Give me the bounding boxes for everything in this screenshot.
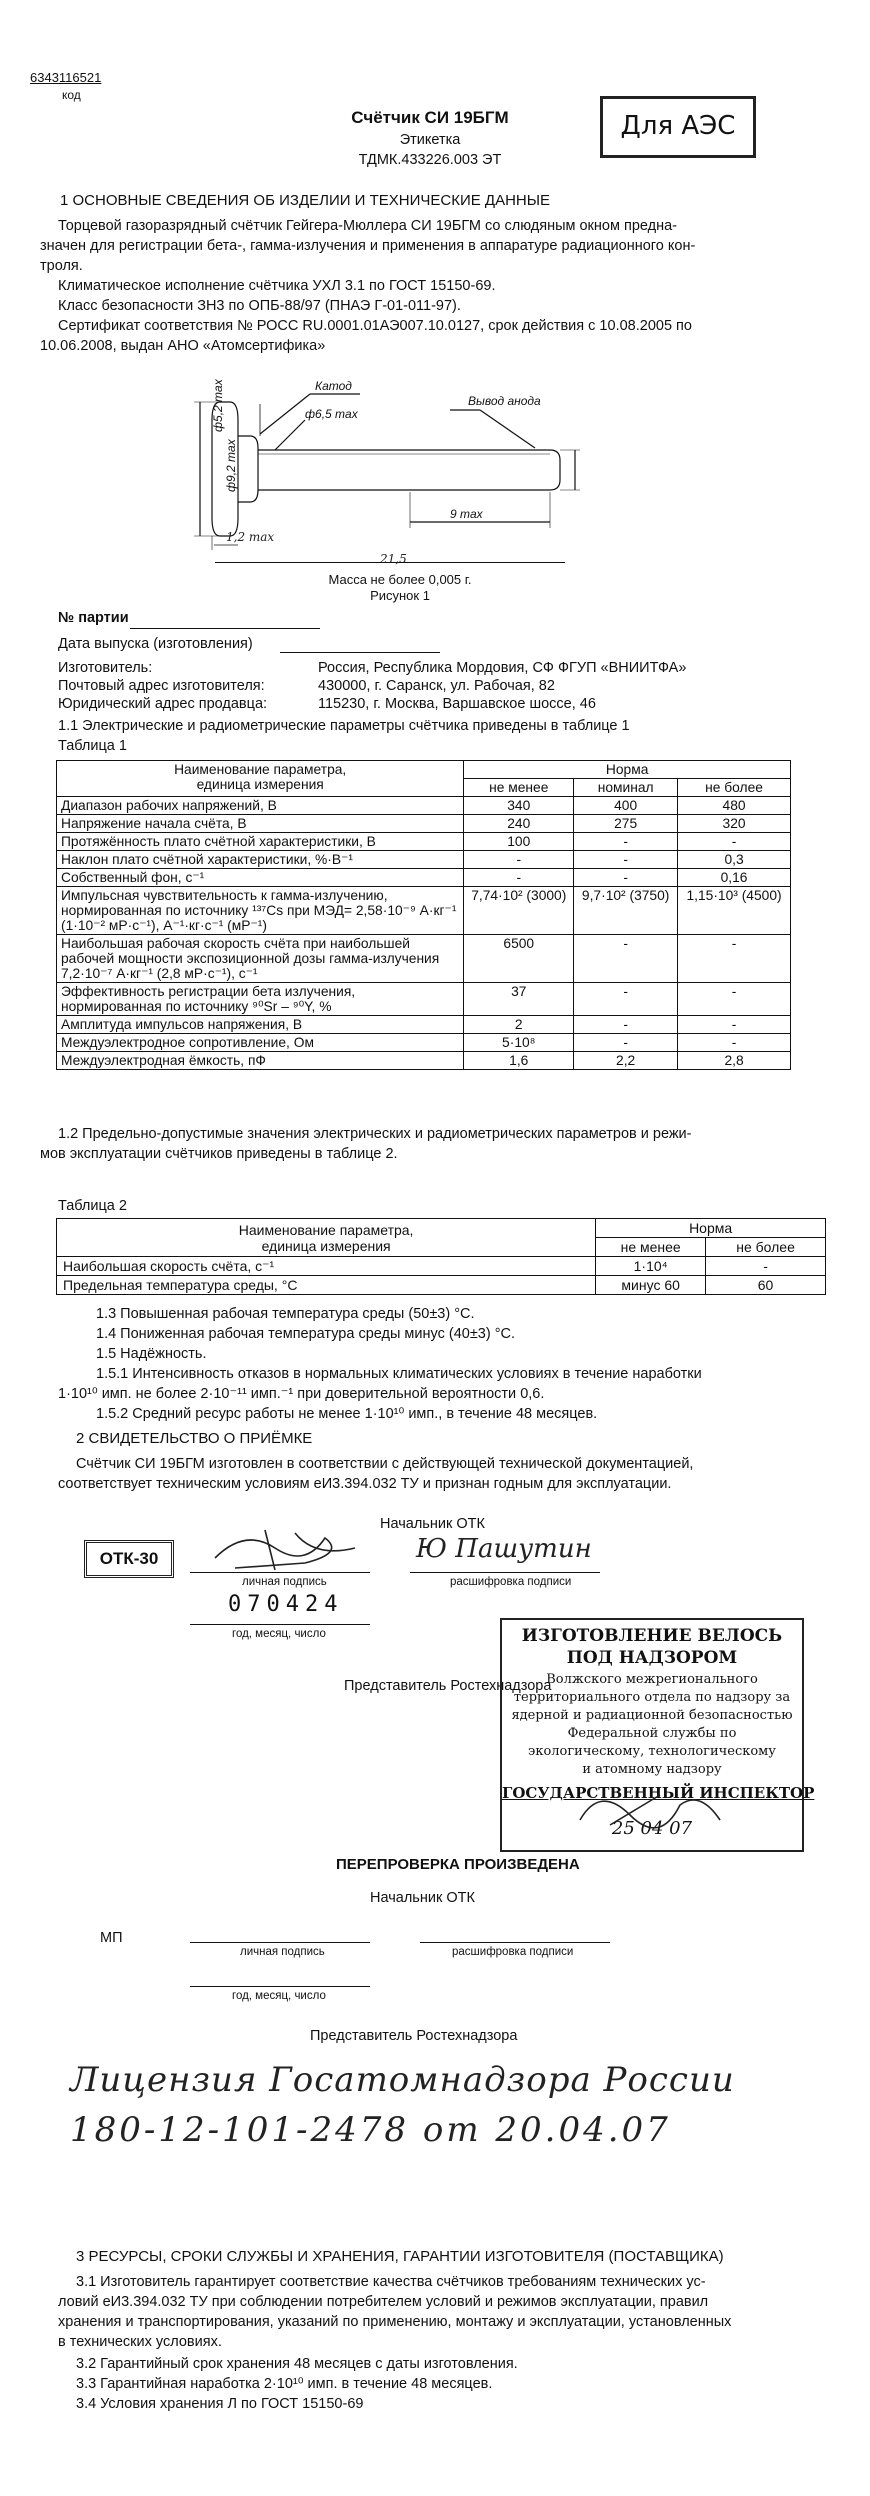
value-cell: 2,8 bbox=[678, 1052, 791, 1070]
table2-header-max: не более bbox=[706, 1238, 826, 1257]
value-cell: - bbox=[678, 935, 791, 983]
parameter-cell: Амплитуда импульсов напряжения, В bbox=[57, 1016, 464, 1034]
table-row bbox=[57, 869, 791, 887]
warranty-text: в технических условиях. bbox=[58, 2334, 222, 2350]
value-cell: 37 bbox=[464, 983, 574, 1016]
value-cell: - bbox=[574, 935, 678, 983]
legal-address-label: Юридический адрес продавца: bbox=[58, 696, 268, 712]
table1-label: Таблица 1 bbox=[58, 738, 127, 754]
recheck-otk-label: Начальник ОТК bbox=[370, 1890, 475, 1906]
table-row bbox=[57, 833, 791, 851]
value-cell: - bbox=[574, 983, 678, 1016]
table2-label: Таблица 2 bbox=[58, 1198, 127, 1214]
section1-text: значен для регистрации бета-, гамма-излучения и применения в аппаратуре радиационного кон- bbox=[40, 238, 696, 254]
table2-header-min: не менее bbox=[596, 1238, 706, 1257]
date-label: год, месяц, число bbox=[232, 1628, 326, 1640]
section3-heading: 3 РЕСУРСЫ, СРОКИ СЛУЖБЫ И ХРАНЕНИЯ, ГАРАНТИИ ИЗГОТОВИТЕЛЯ (ПОСТАВЩИКА) bbox=[76, 2248, 724, 2265]
table-row bbox=[57, 935, 791, 983]
para-1-4: 1.4 Пониженная рабочая температура среды минус (40±3) °С. bbox=[96, 1326, 516, 1342]
parameter-cell: Эффективность регистрации бета излучения, нормированная по источнику ⁹⁰Sr – ⁹⁰Y, % bbox=[57, 983, 464, 1016]
para-1-2: 1.2 Предельно-допустимые значения электрических и радиометрических параметров и режи- bbox=[58, 1126, 692, 1142]
parameter-cell: Междуэлектродная ёмкость, пФ bbox=[57, 1052, 464, 1070]
value-cell: - bbox=[678, 1016, 791, 1034]
climate-text: Климатическое исполнение счётчика УХЛ 3.1 по ГОСТ 15150-69. bbox=[58, 278, 496, 294]
postal-address-label: Почтовый адрес изготовителя: bbox=[58, 678, 265, 694]
dim-d65: ф6,5 max bbox=[305, 407, 358, 421]
signature-label: личная подпись bbox=[242, 1576, 327, 1588]
product-code: 6343116521 bbox=[30, 70, 102, 85]
value-cell: 320 bbox=[678, 815, 791, 833]
warranty-text: хранения и транспортирования, указаний по применению, монтажу и эксплуатации, установленных bbox=[58, 2314, 732, 2330]
value-cell: 2 bbox=[464, 1016, 574, 1034]
table-row bbox=[57, 1034, 791, 1052]
legal-address-value: 115230, г. Москва, Варшавское шоссе, 46 bbox=[318, 696, 596, 712]
code-label: код bbox=[62, 88, 81, 102]
safety-class-text: Класс безопасности ЗН3 по ОПБ-88/97 (ПНАЭ Г-01-011-97). bbox=[58, 298, 461, 314]
certificate-text: 10.06.2008, выдан АНО «Атомсертифика» bbox=[40, 338, 326, 354]
warranty-operation-text: 3.3 Гарантийная наработка 2·10¹⁰ имп. в течение 48 месяцев. bbox=[76, 2376, 493, 2392]
decode-label: расшифровка подписи bbox=[450, 1576, 572, 1588]
table-row bbox=[57, 983, 791, 1016]
table-row bbox=[57, 887, 791, 935]
handwritten-license: Лицензия Госатомнадзора России bbox=[70, 2060, 735, 2100]
value-cell: - bbox=[678, 983, 791, 1016]
table-header-max: не более bbox=[678, 779, 791, 797]
acceptance-date: 070424 bbox=[228, 1592, 344, 1617]
value-cell: 2,2 bbox=[574, 1052, 678, 1070]
value-cell: 100 bbox=[464, 833, 574, 851]
parameter-cell: Наклон плато счётной характеристики, %·В⁻¹ bbox=[57, 851, 464, 869]
parameter-cell: Диапазон рабочих напряжений, В bbox=[57, 797, 464, 815]
release-date-label: Дата выпуска (изготовления) bbox=[58, 636, 253, 652]
table-row bbox=[57, 1016, 791, 1034]
value-cell: - bbox=[574, 1034, 678, 1052]
table2-cell: 60 bbox=[706, 1276, 826, 1295]
batch-label: № партии bbox=[58, 610, 129, 626]
warranty-text: 3.1 Изготовитель гарантирует соответствие качества счётчиков требованиям технических ус- bbox=[76, 2274, 706, 2290]
parameter-cell: Собственный фон, с⁻¹ bbox=[57, 869, 464, 887]
section1-text: Торцевой газоразрядный счётчик Гейгера-Мюллера СИ 19БГМ со слюдяным окном предна- bbox=[58, 218, 677, 234]
value-cell: - bbox=[574, 1016, 678, 1034]
value-cell: 0,16 bbox=[678, 869, 791, 887]
value-cell: 275 bbox=[574, 815, 678, 833]
value-cell: - bbox=[574, 851, 678, 869]
para-1-5-1: 1.5.1 Интенсивность отказов в нормальных климатических условиях в течение наработки bbox=[96, 1366, 702, 1382]
table1-intro: 1.1 Электрические и радиометрические параметры счётчика приведены в таблице 1 bbox=[58, 718, 630, 734]
parameter-cell: Междуэлектродное сопротивление, Ом bbox=[57, 1034, 464, 1052]
table2-cell: 1·10⁴ bbox=[596, 1257, 706, 1276]
para-1-5-1: 1·10¹⁰ имп. не более 2·10⁻¹¹ имп.⁻¹ при доверительной вероятности 0,6. bbox=[58, 1386, 545, 1402]
counter-drawing bbox=[150, 350, 610, 550]
table2-cell: минус 60 bbox=[596, 1276, 706, 1295]
cathode-label: Катод bbox=[315, 379, 352, 393]
parameter-cell: Напряжение начала счёта, В bbox=[57, 815, 464, 833]
recheck-heading: ПЕРЕПРОВЕРКА ПРОИЗВЕДЕНА bbox=[336, 1856, 580, 1873]
decoded-name: Ю Пашутин bbox=[416, 1534, 592, 1564]
value-cell: 240 bbox=[464, 815, 574, 833]
dim-9: 9 max bbox=[450, 507, 483, 521]
limits-table bbox=[56, 1218, 826, 1295]
for-npp-stamp: Для АЭС bbox=[600, 96, 756, 158]
document-title: Счётчик СИ 19БГМ bbox=[351, 108, 509, 127]
otk-head-label: Начальник ОТК bbox=[380, 1516, 485, 1532]
parameters-table bbox=[56, 760, 791, 1070]
value-cell: - bbox=[464, 851, 574, 869]
handwritten-license-number: 180-12-101-2478 от 20.04.07 bbox=[70, 2110, 671, 2150]
value-cell: 400 bbox=[574, 797, 678, 815]
value-cell: 1,15·10³ (4500) bbox=[678, 887, 791, 935]
value-cell: - bbox=[574, 869, 678, 887]
section1-text: троля. bbox=[40, 258, 83, 274]
table-row bbox=[57, 797, 791, 815]
postal-address-value: 430000, г. Саранск, ул. Рабочая, 82 bbox=[318, 678, 555, 694]
document-subtitle: Этикетка bbox=[399, 132, 461, 148]
dim-12-label: 1,2 max bbox=[226, 530, 275, 544]
manufacturer-label: Изготовитель: bbox=[58, 660, 153, 676]
mass-text: Масса не более 0,005 г. bbox=[328, 572, 472, 587]
otk-signature bbox=[205, 1518, 385, 1578]
table-row bbox=[57, 815, 791, 833]
table-header-norm: Норма bbox=[464, 761, 791, 779]
value-cell: - bbox=[574, 833, 678, 851]
value-cell: 340 bbox=[464, 797, 574, 815]
table-row bbox=[57, 1276, 826, 1295]
value-cell: 0,3 bbox=[678, 851, 791, 869]
table-row bbox=[57, 1257, 826, 1276]
parameter-cell: Импульсная чувствительность к гамма-излучению, нормированная по источнику ¹³⁷Cs при МЭД= 2,58·10⁻⁹ А·кг⁻¹ (1·10⁻² мР·с⁻¹), А⁻¹·кг·с⁻¹ (мР⁻¹) bbox=[57, 887, 464, 935]
para-1-2: мов эксплуатации счётчиков приведены в таблице 2. bbox=[40, 1146, 398, 1162]
table2-header-norm: Норма bbox=[596, 1219, 826, 1238]
acceptance-text: соответствует техническим условиям еИ3.394.032 ТУ и признан годным для эксплуатации. bbox=[58, 1476, 672, 1492]
value-cell: 9,7·10² (3750) bbox=[574, 887, 678, 935]
value-cell: - bbox=[678, 833, 791, 851]
table-header-param: Наименование параметра, единица измерения bbox=[57, 761, 464, 797]
recheck-decode-label: расшифровка подписи bbox=[452, 1946, 574, 1958]
para-1-5: 1.5 Надёжность. bbox=[96, 1346, 207, 1362]
table-header-min: не менее bbox=[464, 779, 574, 797]
dim-d92: ф9,2 max bbox=[224, 439, 238, 492]
table2-cell: - bbox=[706, 1257, 826, 1276]
figure-caption: Рисунок 1 bbox=[370, 588, 430, 603]
table2-header-param: Наименование параметра, единица измерения bbox=[57, 1219, 596, 1257]
warranty-text: ловий еИ3.394.032 ТУ при соблюдении потребителем условий и режимов эксплуатации, правил bbox=[58, 2294, 709, 2310]
recheck-date-label: год, месяц, число bbox=[232, 1990, 326, 2002]
dim-21-label: 21,5 bbox=[380, 552, 407, 566]
para-1-5-2: 1.5.2 Средний ресурс работы не менее 1·10¹⁰ имп., в течение 48 месяцев. bbox=[96, 1406, 598, 1422]
otk-stamp: ОТК-30 bbox=[84, 1540, 174, 1578]
rostekhnadzor-label: Представитель Ростехнадзора bbox=[344, 1678, 552, 1694]
table2-cell: Предельная температура среды, °С bbox=[57, 1276, 596, 1295]
section1-heading: 1 ОСНОВНЫЕ СВЕДЕНИЯ ОБ ИЗДЕЛИИ И ТЕХНИЧЕСКИЕ ДАННЫЕ bbox=[60, 192, 551, 209]
seal-place-label: МП bbox=[100, 1930, 123, 1946]
table-row bbox=[57, 1052, 791, 1070]
manufacturer-value: Россия, Республика Мордовия, СФ ФГУП «ВНИИТФА» bbox=[318, 660, 687, 676]
value-cell: 1,6 bbox=[464, 1052, 574, 1070]
table-row bbox=[57, 851, 791, 869]
anode-label: Вывод анода bbox=[468, 394, 541, 408]
document-number: ТДМК.433226.003 ЭТ bbox=[358, 152, 502, 168]
parameter-cell: Наибольшая рабочая скорость счёта при наибольшей рабочей мощности экспозиционной дозы гамма-излучения 7,2·10⁻⁷ А·кг⁻¹ (2,8 мР·с⁻¹), с⁻¹ bbox=[57, 935, 464, 983]
section2-heading: 2 СВИДЕТЕЛЬСТВО О ПРИЁМКЕ bbox=[76, 1430, 313, 1447]
value-cell: 6500 bbox=[464, 935, 574, 983]
para-1-3: 1.3 Повышенная рабочая температура среды (50±3) °С. bbox=[96, 1306, 475, 1322]
table2-cell: Наибольшая скорость счёта, с⁻¹ bbox=[57, 1257, 596, 1276]
value-cell: 7,74·10² (3000) bbox=[464, 887, 574, 935]
value-cell: 5·10⁸ bbox=[464, 1034, 574, 1052]
parameter-cell: Протяжённость плато счётной характеристики, В bbox=[57, 833, 464, 851]
certificate-text: Сертификат соответствия № РОСС RU.0001.01АЭ007.10.0127, срок действия с 10.08.2005 по bbox=[58, 318, 692, 334]
supervision-stamp: ИЗГОТОВЛЕНИЕ ВЕЛОСЬ ПОД НАДЗОРОМ Волжского межрегионального территориального отдела по надзору за ядерной и радиационной безопасностью Федеральной службы по экологическому, технологическому и атомному надзору ГОСУДАРСТВЕННЫЙ ИНСПЕКТОР 25 04 07 bbox=[500, 1618, 804, 1852]
value-cell: - bbox=[678, 1034, 791, 1052]
recheck-rostekhnadzor-label: Представитель Ростехнадзора bbox=[310, 2028, 518, 2044]
dim-d52: ф5,2 max bbox=[211, 379, 225, 432]
storage-conditions-text: 3.4 Условия хранения Л по ГОСТ 15150-69 bbox=[76, 2396, 364, 2412]
recheck-sig-label: личная подпись bbox=[240, 1946, 325, 1958]
acceptance-text: Счётчик СИ 19БГМ изготовлен в соответствии с действующей технической документацией, bbox=[76, 1456, 694, 1472]
table-header-nom: номинал bbox=[574, 779, 678, 797]
value-cell: 480 bbox=[678, 797, 791, 815]
inspector-signature bbox=[570, 1780, 770, 1840]
value-cell: - bbox=[464, 869, 574, 887]
storage-period-text: 3.2 Гарантийный срок хранения 48 месяцев с даты изготовления. bbox=[76, 2356, 518, 2372]
